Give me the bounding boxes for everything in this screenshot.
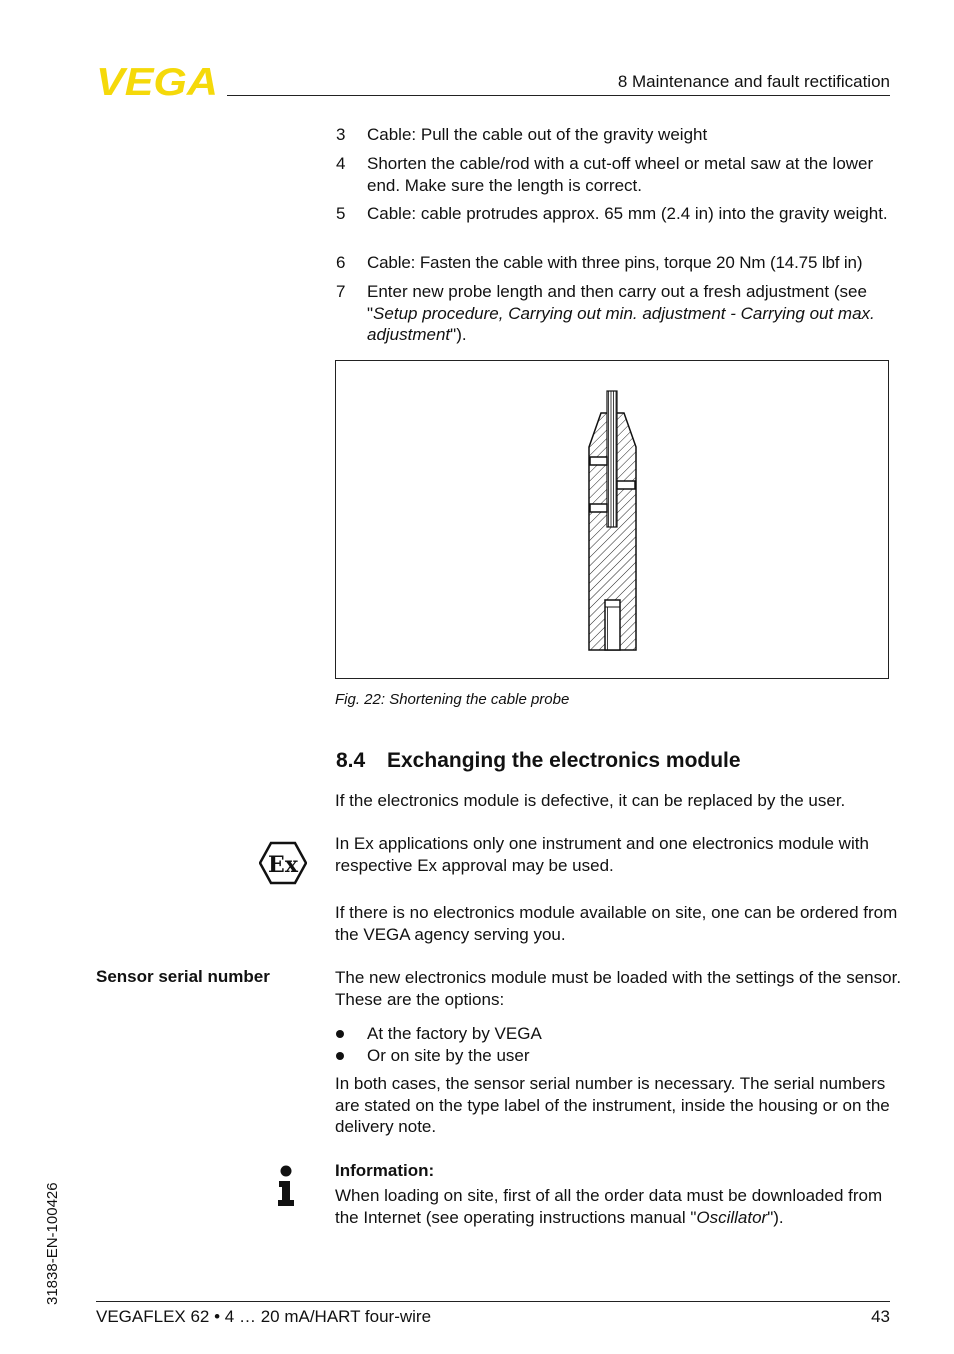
footer-product: VEGAFLEX 62 • 4 … 20 mA/HART four-wire — [96, 1307, 432, 1326]
step-text: Cable: Fasten the cable with three pins, torque 20 Nm (14.75 lbf in) — [367, 253, 863, 272]
figure-frame — [335, 360, 889, 679]
svg-text:VEGA: VEGA — [96, 64, 218, 98]
page-number: 43 — [871, 1307, 890, 1326]
step-number: 7 — [336, 282, 346, 301]
ex-note: In Ex applications only one instrument and one electronics module with respective Ex approval may be used. — [335, 834, 869, 875]
step-number: 5 — [336, 204, 346, 223]
cable-probe-diagram — [336, 361, 888, 678]
svg-text:Ex: Ex — [268, 852, 298, 878]
running-header: 8 Maintenance and fault rectification — [617, 72, 890, 91]
section-number: 8.4 — [336, 749, 366, 772]
section-title-text: Exchanging the electronics module — [387, 749, 741, 772]
step-number: 3 — [336, 125, 346, 144]
pin — [590, 457, 607, 465]
header-rule — [227, 95, 890, 96]
section-intro: If the electronics module is defective, it can be replaced by the user. — [335, 791, 846, 810]
footer-rule — [96, 1301, 890, 1302]
bullet-dot — [336, 1030, 344, 1038]
side-label-sensor-serial: Sensor serial number — [96, 967, 270, 986]
document-number: 31838-EN-100426 — [44, 1182, 61, 1305]
step-number: 6 — [336, 253, 346, 272]
step-number: 4 — [336, 154, 346, 173]
serial-intro: The new electronics module must be loaded with the settings of the sensor. These are the options: — [335, 968, 902, 1009]
bullet-dot — [336, 1052, 344, 1060]
information-title: Information: — [335, 1161, 435, 1180]
information-text: When loading on site, first of all the order data must be downloaded from the Internet (see operating instructions manual "Oscillator"). — [335, 1186, 883, 1227]
step-text: Cable: Pull the cable out of the gravity weight — [367, 125, 708, 144]
pin — [617, 481, 635, 489]
information-icon — [276, 1165, 296, 1207]
step-text: Shorten the cable/rod with a cut-off wheel or metal saw at the lower end. Make sure the length is correct. — [367, 154, 874, 195]
ordering-note: If there is no electronics module available on site, one can be ordered from the VEGA agency serving you. — [335, 903, 898, 944]
figure-caption: Fig. 22: Shortening the cable probe — [335, 691, 570, 708]
step-text: Enter new probe length and then carry out a fresh adjustment (see "Setup procedure, Carrying out min. adjustment - Carrying out max. adjustment"). — [367, 282, 875, 344]
step-text: Cable: cable protrudes approx. 65 mm (2.4 in) into the gravity weight. — [367, 204, 888, 223]
vega-logo — [96, 64, 220, 98]
serial-note: In both cases, the sensor serial number is necessary. The serial numbers are stated on the type label of the instrument, inside the housing or on the delivery note. — [335, 1074, 890, 1136]
pin — [590, 504, 607, 512]
ex-protection-icon — [259, 841, 307, 885]
section-heading — [336, 749, 741, 773]
